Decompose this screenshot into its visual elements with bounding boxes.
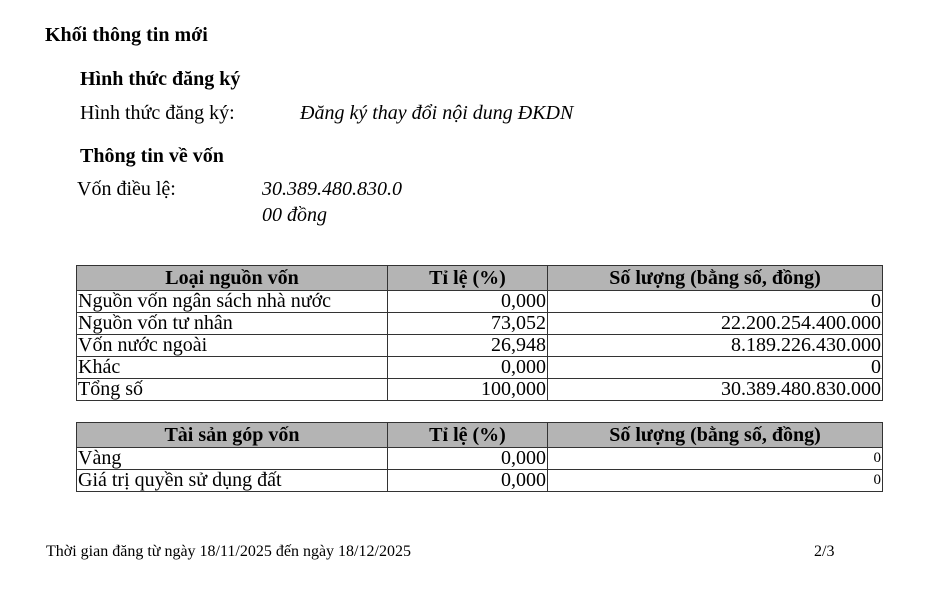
table-row [77,470,883,492]
amount: 0 [548,291,883,313]
capital-heading: Thông tin về vốn [80,145,224,167]
ratio: 73,052 [388,313,548,335]
ratio: 0,000 [388,448,548,470]
registration-label: Hình thức đăng ký: [80,102,235,124]
footer-period: Thời gian đăng từ ngày 18/11/2025 đến ngày 18/12/2025 [46,543,411,560]
ratio: 0,000 [388,357,548,379]
amount: 30.389.480.830.000 [548,379,883,401]
ratio: 26,948 [388,335,548,357]
asset-type: Giá trị quyền sử dụng đất [77,470,388,492]
charter-capital-value-line1: 30.389.480.830.0 [262,178,402,200]
table-row [77,291,883,313]
amount: 0 [548,448,883,470]
header-amount: Số lượng (bằng số, đồng) [548,423,883,448]
ratio: 0,000 [388,470,548,492]
amount: 0 [548,470,883,492]
source-type: Nguồn vốn ngân sách nhà nước [77,291,388,313]
amount: 0 [548,357,883,379]
source-type: Vốn nước ngoài [77,335,388,357]
page-number: 2/3 [814,543,835,560]
table-header-row [77,266,883,291]
source-type: Nguồn vốn tư nhân [77,313,388,335]
registration-heading: Hình thức đăng ký [80,68,241,90]
asset-type: Vàng [77,448,388,470]
amount: 22.200.254.400.000 [548,313,883,335]
table-row-total [77,379,883,401]
contributed-assets-table [76,422,883,492]
table-row [77,313,883,335]
header-ratio: Tỉ lệ (%) [388,266,548,291]
header-source-type: Loại nguồn vốn [77,266,388,291]
ratio: 100,000 [388,379,548,401]
section-title: Khối thông tin mới [45,24,208,46]
registration-value: Đăng ký thay đổi nội dung ĐKDN [300,102,574,124]
header-amount: Số lượng (bằng số, đồng) [548,266,883,291]
table-row [77,335,883,357]
charter-capital-value-line2: 00 đồng [262,204,327,226]
table-header-row [77,423,883,448]
charter-capital-label: Vốn điều lệ: [77,178,176,200]
header-asset-type: Tài sản góp vốn [77,423,388,448]
header-ratio: Tỉ lệ (%) [388,423,548,448]
source-type: Khác [77,357,388,379]
table-row [77,448,883,470]
amount: 8.189.226.430.000 [548,335,883,357]
table-row [77,357,883,379]
capital-sources-table [76,265,883,401]
ratio: 0,000 [388,291,548,313]
source-type: Tổng số [77,379,388,401]
